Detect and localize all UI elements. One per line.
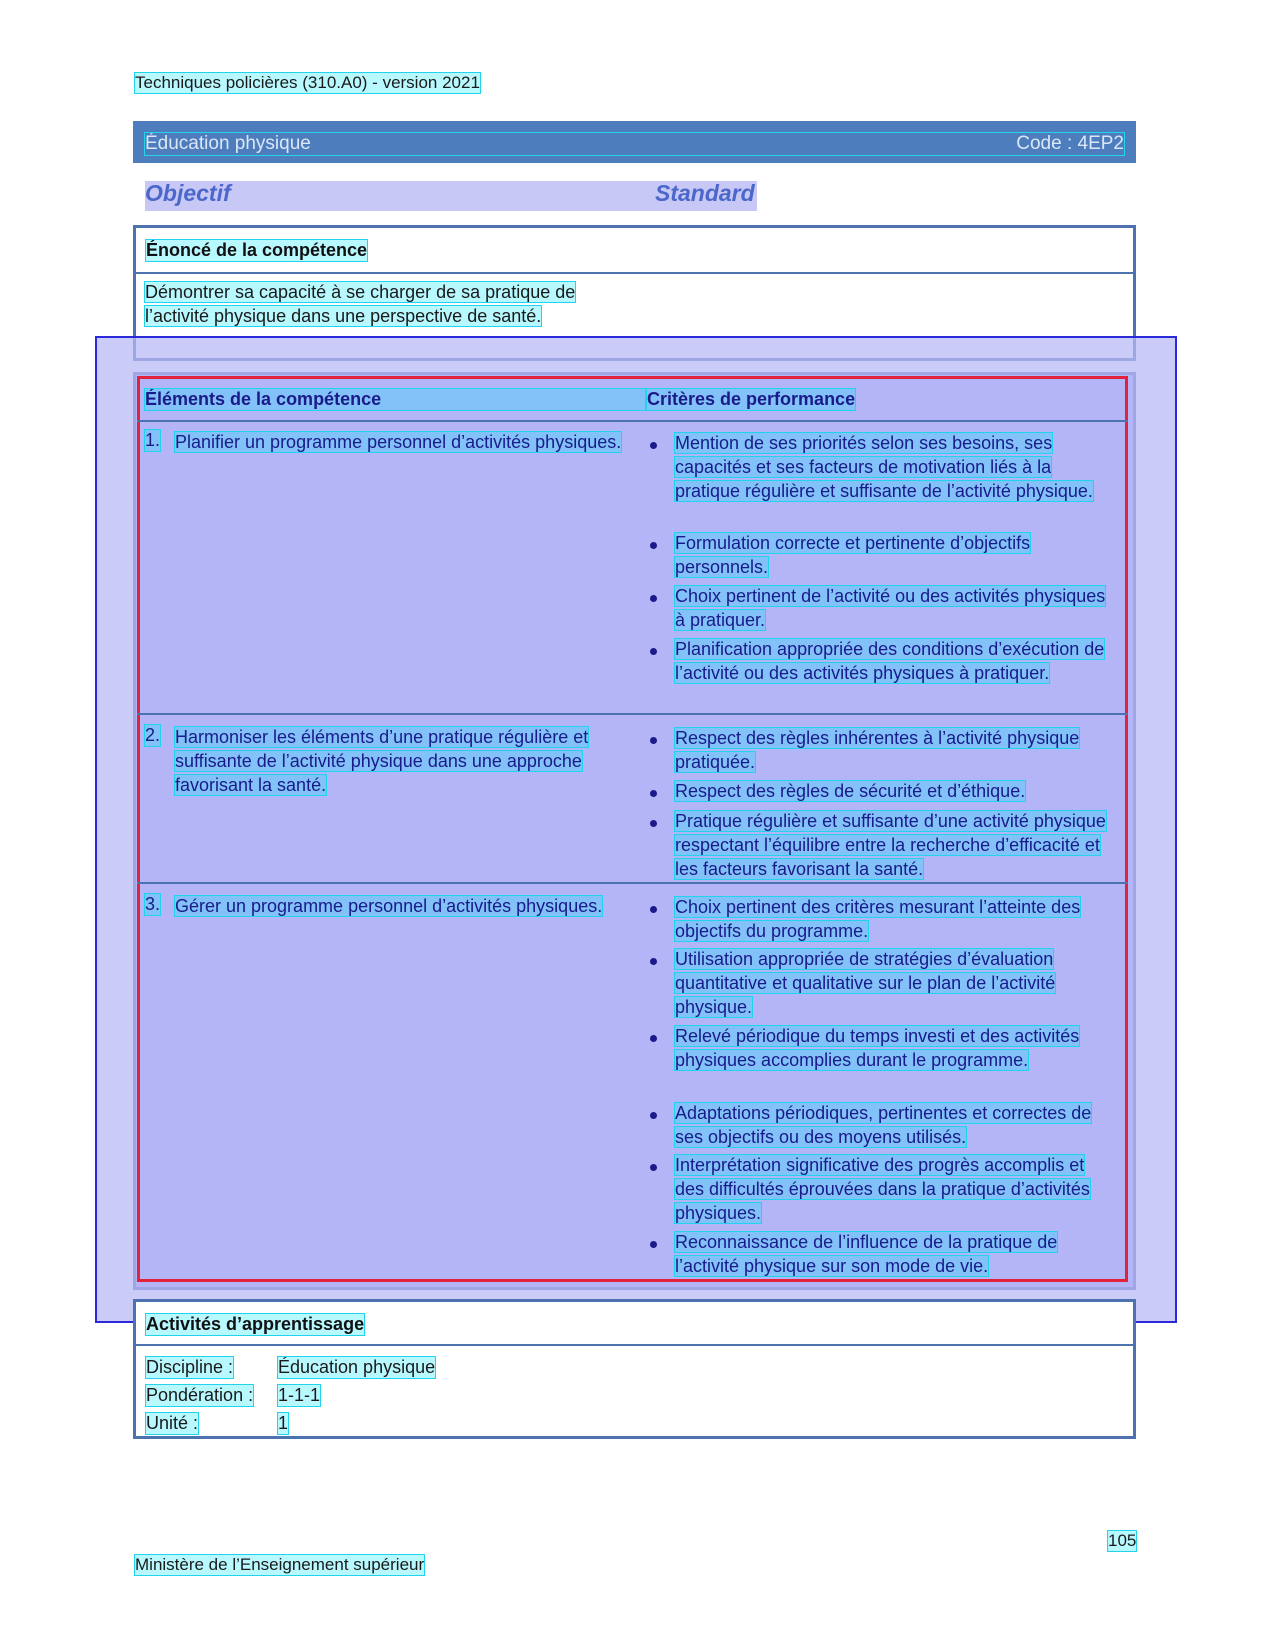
enonce-heading: Énoncé de la compétence bbox=[146, 240, 368, 260]
ponderation-value: 1-1-1 bbox=[278, 1385, 321, 1405]
row-divider bbox=[137, 713, 1128, 715]
activites-box bbox=[133, 1299, 1136, 1439]
bullet-icon bbox=[650, 542, 657, 549]
bullet-icon bbox=[650, 1241, 657, 1248]
criterion-text: Mention de ses priorités selon ses besoins, ses capacités et ses facteurs de motivation liés à la pratique régulière et suffisante de l’activité physique. bbox=[675, 433, 1093, 501]
criterion-text: Pratique régulière et suffisante d’une activité physique respectant l’équilibre entre la recherche d’efficacité et les facteurs favorisant la santé. bbox=[675, 811, 1106, 879]
criterion-text: Reconnaissance de l’influence de la pratique de l’activité physique sur son mode de vie. bbox=[675, 1232, 1058, 1276]
bullet-icon bbox=[650, 442, 657, 449]
criterion-text: Choix pertinent de l’activité ou des activités physiques à pratiquer. bbox=[675, 586, 1106, 630]
bullet-icon bbox=[650, 790, 657, 797]
element-number: 1. bbox=[145, 430, 161, 450]
objectif-label: Objectif bbox=[145, 180, 231, 206]
page-header: Techniques policières (310.A0) - version 2021 bbox=[135, 73, 480, 92]
bullet-icon bbox=[650, 737, 657, 744]
ponderation-label: Pondération : bbox=[146, 1385, 254, 1405]
enonce-text: Démontrer sa capacité à se charger de sa pratique de l’activité physique dans une perspective de santé. bbox=[145, 282, 576, 326]
unite-label: Unité : bbox=[146, 1413, 199, 1433]
standard-label: Standard bbox=[655, 180, 755, 206]
page-number: 105 bbox=[1108, 1531, 1137, 1550]
bullet-icon bbox=[650, 958, 657, 965]
bullet-icon bbox=[650, 1164, 657, 1171]
bullet-icon bbox=[650, 1112, 657, 1119]
footer-ministry: Ministère de l’Enseignement supérieur bbox=[135, 1555, 425, 1574]
criterion-text: Respect des règles de sécurité et d’éthique. bbox=[675, 781, 1026, 801]
discipline-label: Discipline : bbox=[146, 1357, 234, 1377]
element-text: Gérer un programme personnel d’activités physiques. bbox=[175, 896, 603, 916]
bullet-icon bbox=[650, 1035, 657, 1042]
course-title: Éducation physique bbox=[145, 133, 311, 154]
col-elements-header: Éléments de la compétence bbox=[145, 389, 645, 410]
bullet-icon bbox=[650, 595, 657, 602]
discipline-value: Éducation physique bbox=[278, 1357, 436, 1377]
criterion-text: Relevé périodique du temps investi et des activités physiques accomplies durant le programme. bbox=[675, 1026, 1080, 1070]
criterion-text: Formulation correcte et pertinente d’objectifs personnels. bbox=[675, 533, 1031, 577]
unite-value: 1 bbox=[278, 1413, 289, 1433]
activites-heading: Activités d’apprentissage bbox=[146, 1314, 365, 1334]
col-criteres-header: Critères de performance bbox=[647, 389, 856, 409]
row-divider bbox=[137, 882, 1128, 884]
element-text: Planifier un programme personnel d’activités physiques. bbox=[175, 432, 622, 452]
bullet-icon bbox=[650, 648, 657, 655]
criterion-text: Choix pertinent des critères mesurant l’atteinte des objectifs du programme. bbox=[675, 897, 1081, 941]
row-divider bbox=[137, 420, 1128, 422]
course-code: Code : 4EP2 bbox=[1016, 133, 1124, 154]
criterion-text: Interprétation significative des progrès accomplis et des difficultés éprouvées dans la pratique d’activités physiques. bbox=[675, 1155, 1090, 1223]
element-text: Harmoniser les éléments d’une pratique régulière et suffisante de l’activité physique dans une approche favorisant la santé. bbox=[175, 727, 589, 795]
criterion-text: Planification appropriée des conditions d’exécution de l’activité ou des activités physiques à pratiquer. bbox=[675, 639, 1105, 683]
element-number: 2. bbox=[145, 725, 161, 745]
bullet-icon bbox=[650, 820, 657, 827]
bullet-icon bbox=[650, 906, 657, 913]
course-banner bbox=[133, 121, 1136, 163]
element-number: 3. bbox=[145, 894, 161, 914]
criterion-text: Adaptations périodiques, pertinentes et correctes de ses objectifs ou des moyens utilisés. bbox=[675, 1103, 1092, 1147]
criterion-text: Utilisation appropriée de stratégies d’évaluation quantitative et qualitative sur le plan de l’activité physique. bbox=[675, 949, 1056, 1017]
criterion-text: Respect des règles inhérentes à l’activité physique pratiquée. bbox=[675, 728, 1080, 772]
